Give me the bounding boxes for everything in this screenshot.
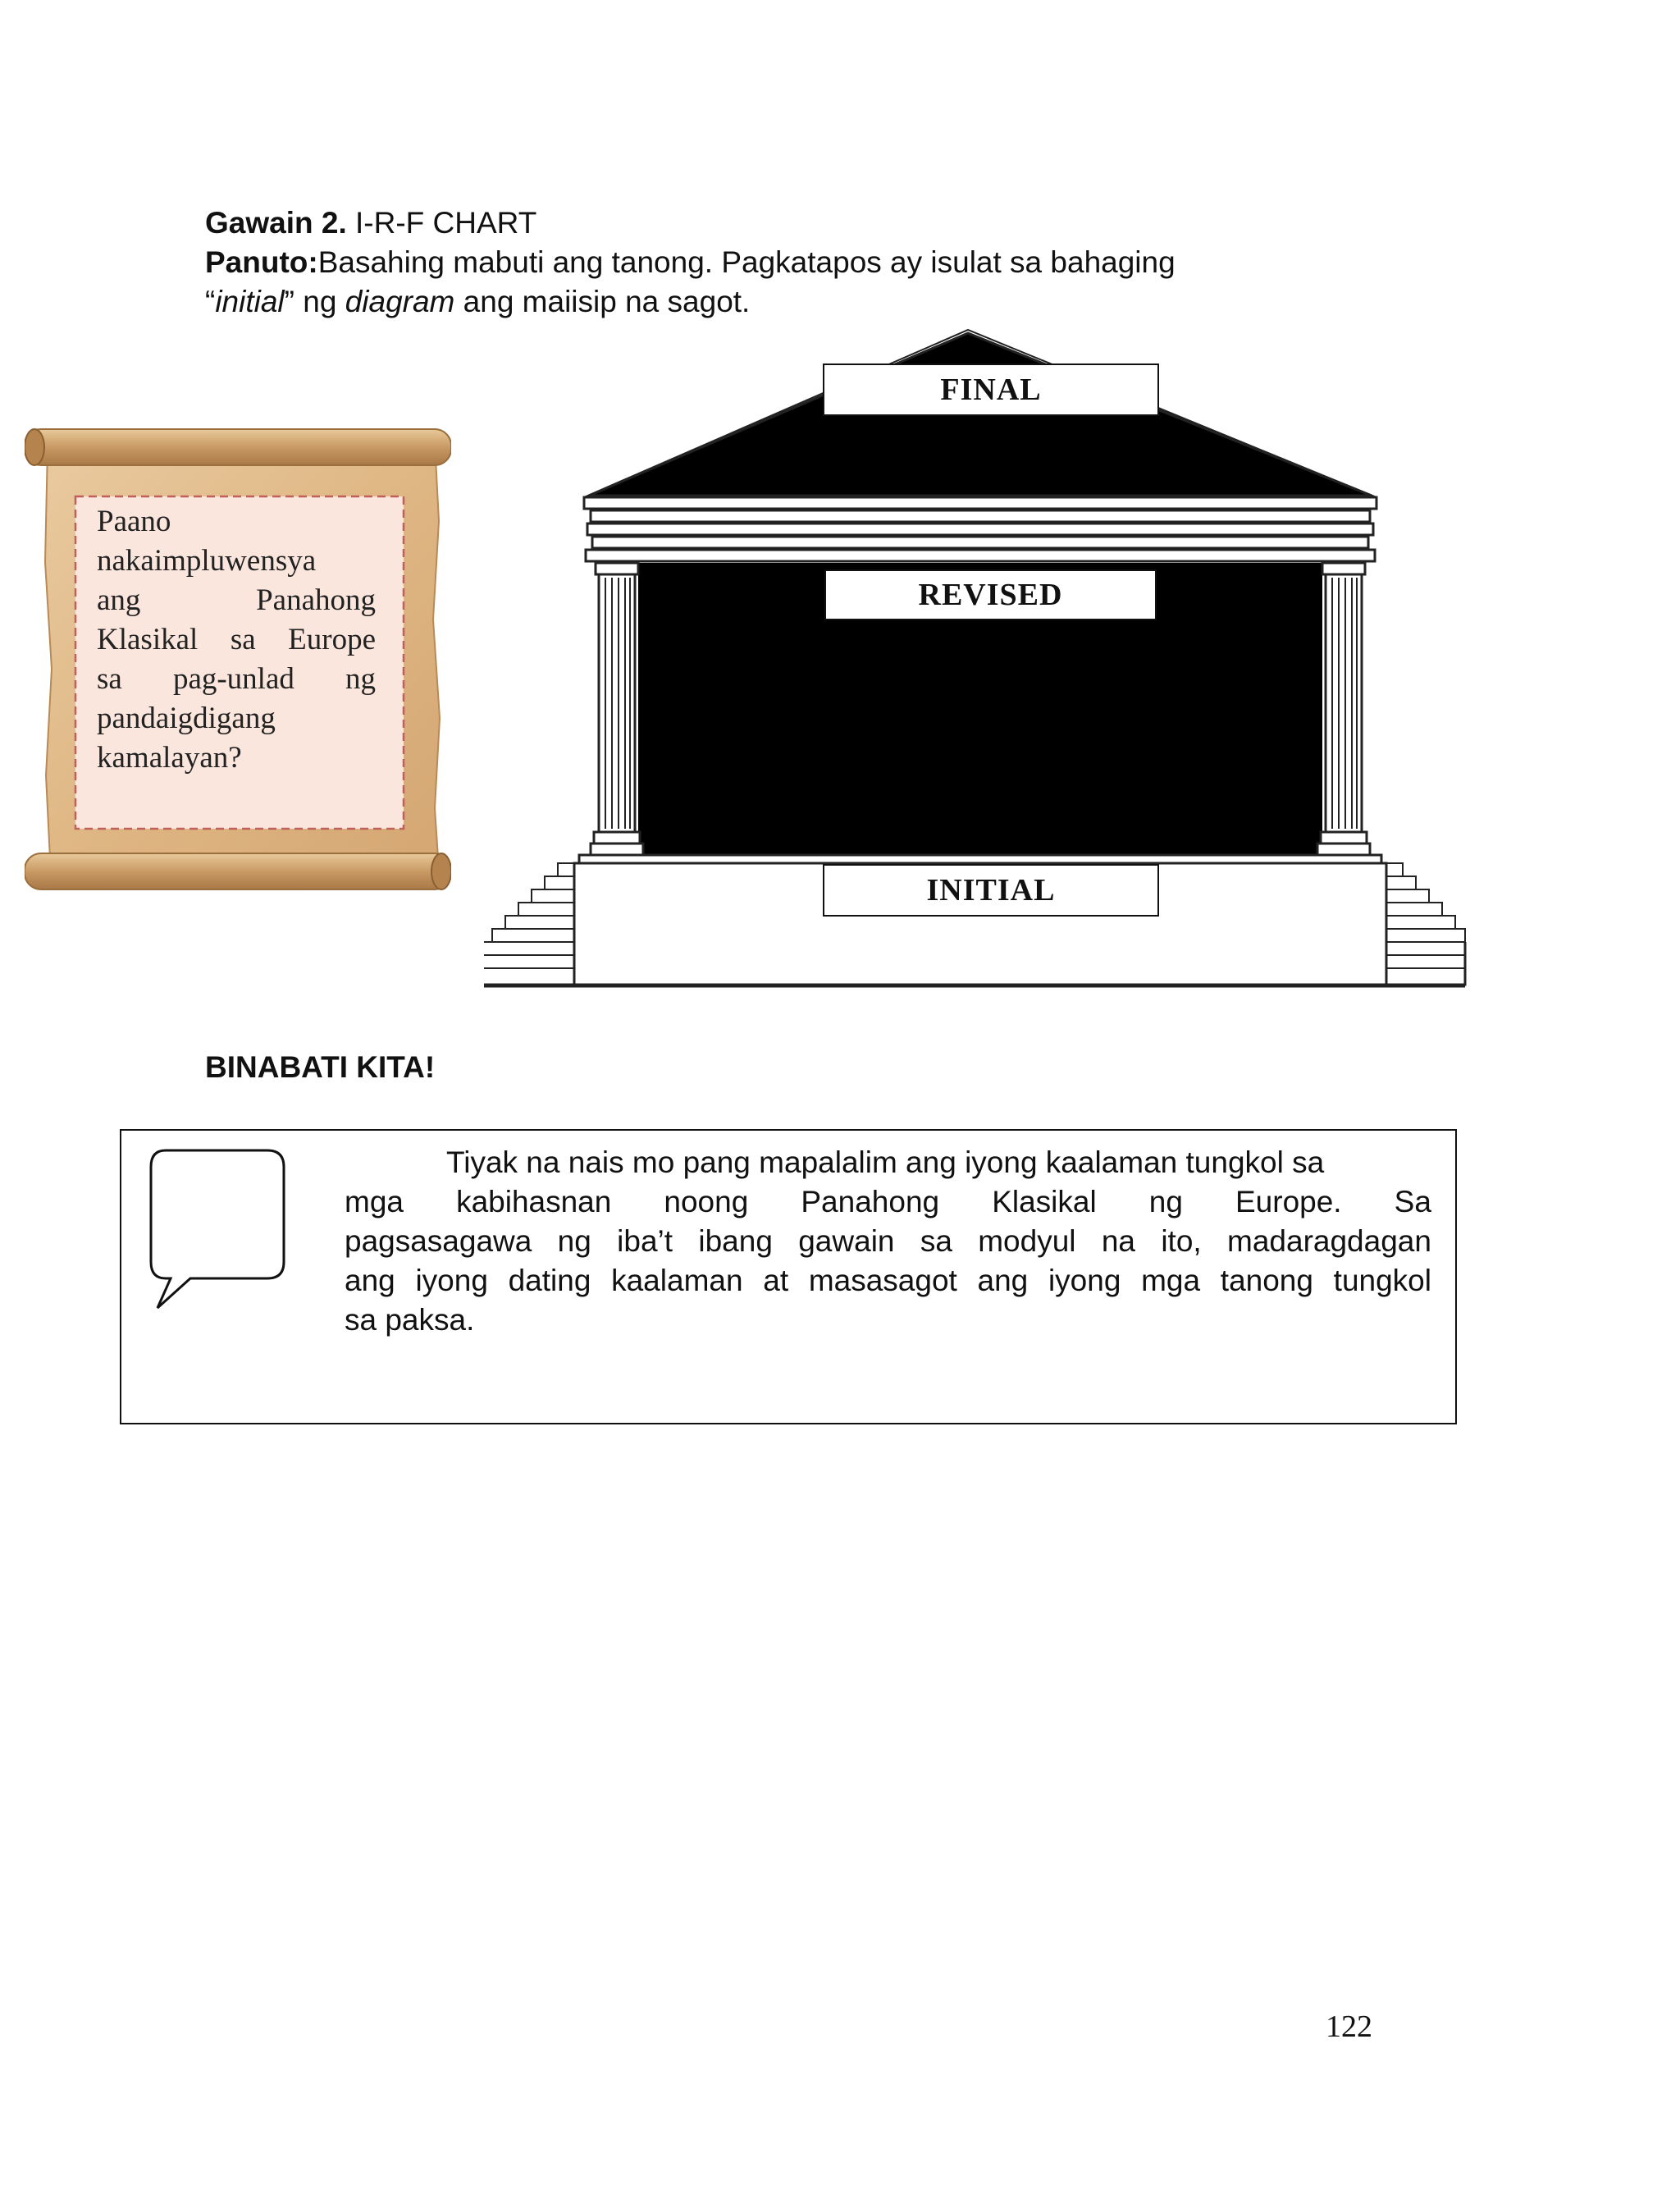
word: sa bbox=[97, 662, 122, 696]
word: sa bbox=[920, 1224, 952, 1258]
word: Europe bbox=[288, 623, 376, 656]
word: kamalayan? bbox=[97, 741, 242, 775]
gawain-label: Gawain 2. bbox=[205, 206, 347, 240]
word: Panahong bbox=[256, 583, 376, 617]
scroll-question bbox=[97, 502, 376, 778]
word: iba’t bbox=[617, 1224, 673, 1258]
word: Europe. bbox=[1235, 1185, 1342, 1218]
quote-open: “ bbox=[205, 285, 216, 318]
quote-mid: ” ng bbox=[284, 285, 345, 318]
word: mga bbox=[1141, 1264, 1201, 1297]
message-paragraph bbox=[345, 1143, 1431, 1340]
gawain-title: I-R-F CHART bbox=[346, 206, 537, 240]
speech-bubble-icon bbox=[148, 1147, 287, 1311]
word: at bbox=[763, 1264, 789, 1297]
word: pagsasagawa bbox=[345, 1224, 532, 1258]
word: ang bbox=[345, 1264, 395, 1297]
word: ng bbox=[345, 662, 376, 696]
word: nakaimpluwensya bbox=[97, 544, 317, 578]
message-line bbox=[345, 1182, 1431, 1222]
message-line bbox=[345, 1143, 1431, 1182]
message-line bbox=[345, 1261, 1431, 1301]
scroll-line bbox=[97, 620, 376, 660]
scroll-line bbox=[97, 738, 376, 778]
word: pandaigdigang bbox=[97, 702, 276, 735]
word: Paano bbox=[97, 505, 171, 538]
initial-word: initial bbox=[215, 285, 285, 318]
word: tungkol bbox=[1333, 1264, 1431, 1297]
word: madaragdagan bbox=[1227, 1224, 1431, 1258]
page-number: 122 bbox=[1326, 2009, 1372, 2044]
scroll-line bbox=[97, 699, 376, 738]
word: na bbox=[1101, 1224, 1135, 1258]
word: Sa bbox=[1394, 1185, 1431, 1218]
word: ibang bbox=[698, 1224, 773, 1258]
word: mga bbox=[345, 1185, 404, 1218]
line-text: Tiyak na nais mo pang mapalalim ang iyong kaalaman tungkol sa bbox=[446, 1145, 1325, 1179]
word: sa bbox=[230, 623, 256, 656]
word: dating bbox=[508, 1264, 591, 1297]
message-line bbox=[345, 1301, 1431, 1340]
word: kabihasnan bbox=[456, 1185, 612, 1218]
word: kaalaman bbox=[611, 1264, 743, 1297]
word: modyul bbox=[978, 1224, 1076, 1258]
instructions-line-2 bbox=[205, 282, 750, 322]
word: tanong bbox=[1220, 1264, 1313, 1297]
instructions-line-1 bbox=[205, 243, 1176, 282]
scroll-line bbox=[97, 581, 376, 620]
word: Klasikal bbox=[992, 1185, 1097, 1218]
line-text: sa paksa. bbox=[345, 1303, 475, 1337]
scroll-line bbox=[97, 660, 376, 699]
scroll-line bbox=[97, 542, 376, 581]
binabati-heading: BINABATI KITA! bbox=[205, 1050, 436, 1084]
word: Klasikal bbox=[97, 623, 199, 656]
word: iyong bbox=[1048, 1264, 1121, 1297]
panuto-label: Panuto: bbox=[205, 245, 318, 279]
word: pag-unlad bbox=[172, 662, 294, 696]
word: gawain bbox=[798, 1224, 895, 1258]
word: ng bbox=[557, 1224, 591, 1258]
word: ang bbox=[97, 583, 141, 617]
word: Panahong bbox=[801, 1185, 940, 1218]
final-label-box: FINAL bbox=[823, 363, 1159, 416]
word: ang bbox=[977, 1264, 1029, 1297]
panuto-text-1: Basahing mabuti ang tanong. Pagkatapos ay isulat sa bahaging bbox=[317, 245, 1176, 279]
word: masasagot bbox=[808, 1264, 957, 1297]
scroll-line bbox=[97, 502, 376, 542]
revised-label-box: REVISED bbox=[824, 569, 1157, 620]
message-line bbox=[345, 1222, 1431, 1261]
diagram-word: diagram bbox=[345, 285, 455, 318]
word: ito, bbox=[1161, 1224, 1202, 1258]
activity-title bbox=[205, 203, 536, 243]
initial-label-box: INITIAL bbox=[823, 864, 1159, 917]
panuto-text-2: ang maiisip na sagot. bbox=[454, 285, 751, 318]
word: ng bbox=[1148, 1185, 1183, 1218]
word: noong bbox=[664, 1185, 749, 1218]
word: iyong bbox=[415, 1264, 488, 1297]
